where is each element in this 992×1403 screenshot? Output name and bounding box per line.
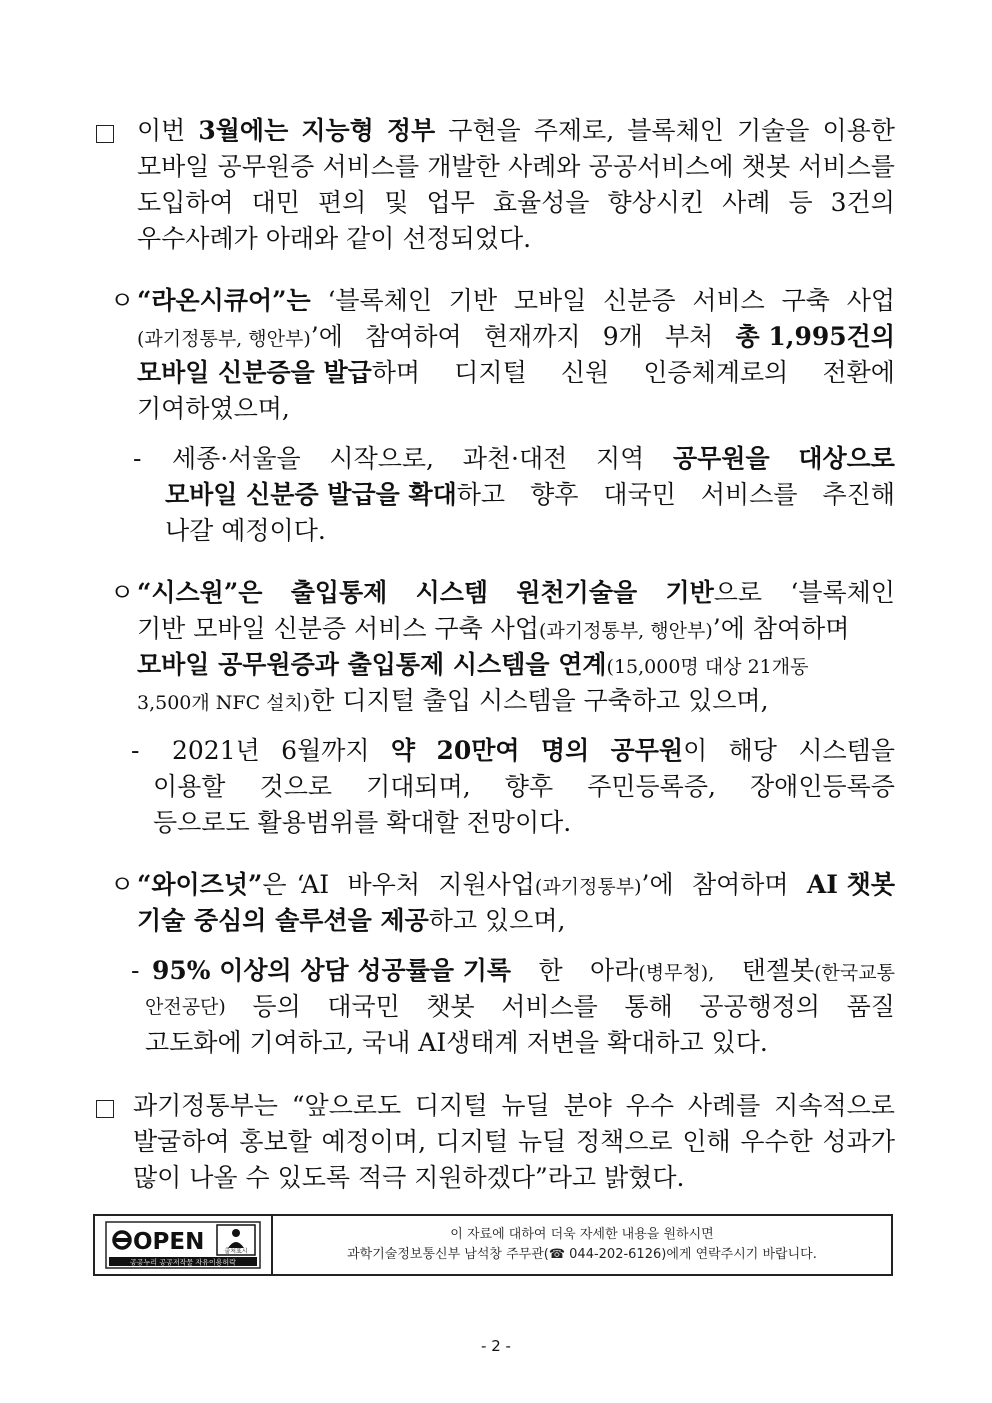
contact-line1: 이 자료에 대하여 더욱 자세한 내용을 원하시면 (450, 1227, 714, 1242)
case1-line4: 기여하였으며, (137, 394, 290, 423)
case3-sub-line2: 안전공단) 등의 대국민 챗봇 서비스를 통해 공공행정의 품질 (145, 992, 895, 1021)
checkbox-bullet-icon (96, 125, 114, 143)
para1-line1: 이번 3월에는 지능형 정부 구현을 주제로, 블록체인 기술을 이용한 (137, 116, 895, 145)
case3-line1: “와이즈넛” 은 ‘AI 바우처 지원사업(과기정통부)’에 참여하며 AI 챗봇 (137, 870, 895, 899)
svg-text:공공누리 공공저작물 자유이용허락: 공공누리 공공저작물 자유이용허락 (130, 1258, 236, 1267)
contact-line2: 과학기술정보통신부 남석창 주무관(☎ 044-202-6126)에게 연락주시기 바랍니다. (347, 1247, 817, 1262)
case1-sub-line3: 나갈 예정이다. (165, 516, 326, 545)
svg-text:출처표시: 출처표시 (224, 1248, 248, 1255)
case2-line4: 3,500개 NFC 설치)한 디지털 출입 시스템을 구축하고 있으며, (137, 686, 769, 715)
contact-text (273, 1216, 891, 1274)
kogl-open-logo (95, 1216, 273, 1274)
para2-line2: 발굴하여 홍보할 예정이며, 디지털 뉴딜 정책으로 인해 우수한 성과가 (133, 1127, 895, 1156)
dash-bullet: - (133, 444, 142, 473)
circle-bullet: ㅇ (110, 870, 135, 899)
case2-sub-line2: 이용할 것으로 기대되며, 향후 주민등록증, 장애인등록증 (153, 772, 895, 801)
para1-line4: 우수사례가 아래와 같이 선정되었다. (137, 224, 532, 253)
case2-sub-line3: 등으로도 활용범위를 확대할 전망이다. (153, 808, 572, 837)
dash-bullet: - (131, 956, 140, 985)
para2-line1: 과기정통부는 “앞으로도 디지털 뉴딜 분야 우수 사례를 지속적으로 (133, 1091, 895, 1120)
circle-bullet: ㅇ (110, 578, 135, 607)
para1-line2: 모바일 공무원증 서비스를 개발한 사례와 공공서비스에 챗봇 서비스를 (137, 152, 895, 181)
case3-sub-line3: 고도화에 기여하고, 국내 AI생태계 저변을 확대하고 있다. (145, 1028, 768, 1057)
case2-sub-line1: 2021년 6월까지 약 20만여 명의 공무원이 해당 시스템을 (172, 736, 895, 765)
checkbox-bullet-icon (96, 1100, 114, 1118)
circle-bullet: ㅇ (110, 286, 135, 315)
case1-line2: (과기정통부, 행안부)’에 참여하여 현재까지 9개 부처 총 1,995건의 (137, 322, 895, 351)
kogl-logo-icon (105, 1221, 261, 1269)
svg-text:OPEN: OPEN (133, 1229, 205, 1255)
case1-line3: 모바일 신분증을 발급하며 디지털 신원 인증체계로의 전환에 (137, 358, 895, 387)
case1-line1: “라온시큐어”는 ‘블록체인 기반 모바일 신분증 서비스 구축 사업 (137, 286, 895, 315)
case2-line2: 기반 모바일 신분증 서비스 구축 사업(과기정통부, 행안부)’에 참여하며 (137, 614, 850, 643)
case3-line2: 기술 중심의 솔루션을 제공하고 있으며, (137, 906, 566, 935)
case2-line3: 모바일 공무원증과 출입통제 시스템을 연계(15,000명 대상 21개동 (137, 650, 809, 679)
case2-line1: “시스원”은 출입통제 시스템 원천기술을 기반으로 ‘블록체인 (137, 578, 895, 607)
dash-bullet: - (131, 736, 140, 765)
page-number: - 2 - (481, 1337, 511, 1355)
case3-sub-line1: 95% 이상의 상담 성공률을 기록 한 아라(병무청), 탠젤봇(한국교통 (152, 956, 895, 985)
case1-sub-line1: 세종·서울을 시작으로, 과천·대전 지역 공무원을 대상으로 (172, 444, 895, 473)
contact-info-box (93, 1214, 893, 1276)
para1-line3: 도입하여 대민 편의 및 업무 효율성을 향상시킨 사례 등 3건의 (137, 188, 895, 217)
para2-line3: 많이 나올 수 있도록 적극 지원하겠다”라고 밝혔다. (133, 1163, 685, 1192)
case1-sub-line2: 모바일 신분증 발급을 확대하고 향후 대국민 서비스를 추진해 (165, 480, 895, 509)
